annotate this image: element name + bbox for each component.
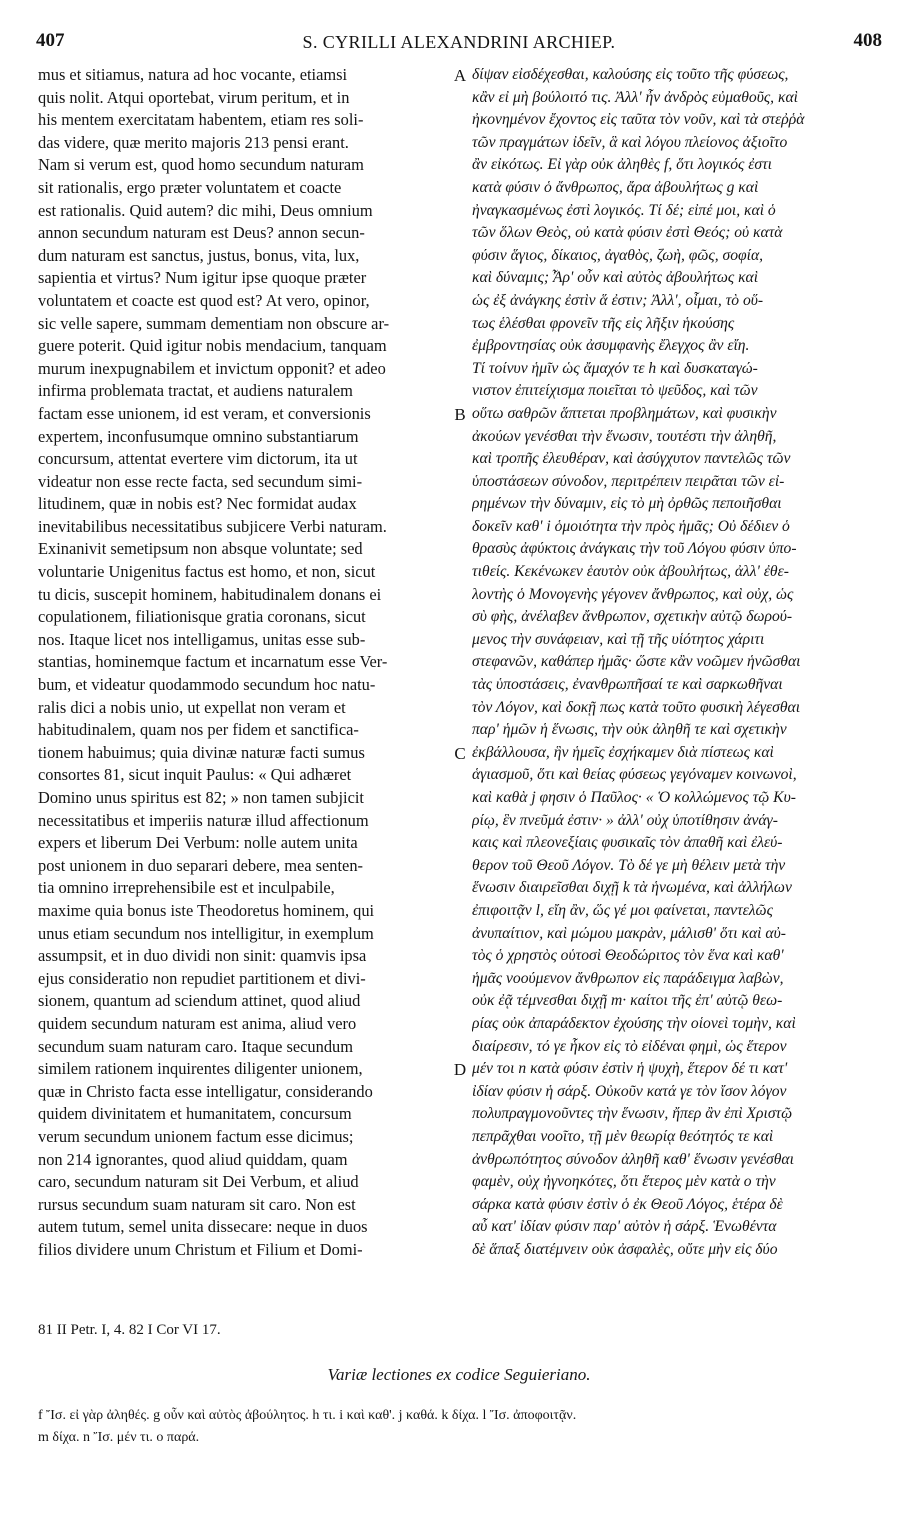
latin-text-line: sapientia et virtus? Num igitur ipse quoque præter [38,268,367,288]
greek-text-line: πεπρᾶχθαι νοοῖτο, τῇ μὲν θεωρίᾳ θεότητός τε καὶ [472,1127,774,1145]
latin-text-line: habitudinalem, quam nos per fidem et sanctifica- [38,720,359,740]
margin-letter-c: C [454,744,466,763]
margin-letter-d: D [453,1060,467,1079]
latin-text-line: mus et sitiamus, natura ad hoc vocante, etiamsi [38,65,348,84]
latin-text-line: verum secundum unionem factum esse dicimus; [38,1126,354,1146]
greek-text-line: θρασὺς ἀφύκτοις ἀνάγκαις τὴν τοῦ Λόγου φύσιν ὑπο- [472,540,797,558]
greek-text-line: τως ἑλέσθαι φρονεῖν τῆς εἰς λῆξιν ἡκούσης [472,314,735,332]
greek-text-line: ρίας οὐκ ἀπαράδεκτον ἐχούσης τὴν οἱονεὶ τομὴν, καὶ [472,1014,796,1032]
greek-text-line: διαίρεσιν, τό γε ἧκον εἰς τὸ εἰδέναι φημὶ, ὡς ἕτερον [472,1037,787,1055]
latin-text-line: sic velle sapere, summam dementiam non obscure ar- [38,313,390,333]
latin-text-line: secundum suam naturam caro. Itaque secundum [38,1036,353,1056]
greek-text-line: παρ' ἡμῶν ἡ ἕνωσις, τὴν οὐκ ἀληθῆ τε καὶ σχετικὴν [472,721,787,739]
greek-text-line: δοκεῖν καθ' i ὁμοιότητα τὴν πρὸς ἡμᾶς; Οὐ δέδιεν ὁ [472,517,790,535]
greek-text-line: ἀκούων γενέσθαι τὴν ἕνωσιν, τουτέστι τὴν ἀληθῆ, [472,427,777,445]
margin-letter-b: B [454,405,466,424]
latin-text-line: similem rationem inquirentes diligenter unionem, [38,1059,363,1079]
greek-text-line: ὑποστάσεων σύνοδον, περιτρέπειν πειρᾶται τῶν εἰ- [472,472,785,490]
greek-text-line: ἠναγκασμένως ἐστὶ λογικός. Τί δέ; εἰπέ μοι, καὶ ὁ [472,201,776,219]
greek-text-line: ἁγιασμοῦ, ὅτι καὶ θείας φύσεως γεγόναμεν κοινωνοὶ, [472,766,797,784]
greek-text-line: ἐπιφοιτᾷν l, εἴη ἂν, ὥς γέ μοι φαίνεται, παντελῶς [472,901,773,919]
greek-text-line: οὐκ ἐᾷ τέμνεσθαι διχῇ m· καίτοι τῆς ἐπ' αὐτῷ θεω- [472,992,783,1010]
latin-text-line: est rationalis. Quid autem? dic mihi, Deus omnium [38,200,373,220]
greek-text-line: τὰς ὑποστάσεις, ἐνανθρωπῆσαί τε καὶ σαρκωθῆναι [472,676,783,694]
latin-text-line: expers et liberum Dei Verbum: nolle autem unita [38,833,358,853]
latin-text-line: his mentem exercitatam habentem, etiam res soli- [38,110,364,130]
greek-text-line: ἀνθρωπότητος σύνοδον ἀληθῆ καθ' ἕνωσιν γενέσθαι [472,1150,794,1168]
latin-text-line: expertem, inconfusumque omnino substantiarum [38,426,359,446]
greek-text-line: τὸν Λόγον, καὶ δοκῇ πως κατὰ τοῦτο φυσικὴ λέγεσθαι [472,698,801,716]
greek-text-line: τῶν ὅλων Θεὸς, οὐ κατὰ φύσιν ἐστὶ Θεός; οὐ κατὰ [472,224,783,242]
greek-text-line: κατὰ φύσιν ὁ ἄνθρωπος, ἄρα ἀβουλήτως g καὶ [472,178,759,196]
latin-text-line: tu dicis, suscepit hominem, habitudinalem donans ei [38,584,382,604]
latin-text-line: stantias, hominemque factum et incarnatum esse Ver- [38,652,388,672]
greek-text-line: τὸς ὁ χρηστὸς οὑτοσὶ Θεοδώριτος τὸν ἕνα καὶ καθ' [472,947,784,965]
latin-text-line: consortes 81, sicut inquit Paulus: « Qui adhæret [38,765,352,785]
latin-text-line: tionem habuimus; quia divinæ naturæ facti sumus [38,742,365,762]
latin-text-line: post unionem in duo separari debere, mea senten- [38,855,363,875]
greek-text-line: ἠκονημένον ἔχοντος εἰς ταῦτα τὸν νοῦν, καὶ τὰ στεῤῥὰ [472,111,805,129]
footnotes: 81 II Petr. I, 4. 82 I Cor VI 17. [38,1322,221,1338]
latin-text-line: dum naturam est sanctus, justus, bonus, vita, lux, [38,245,360,265]
latin-text-line: murum inexpugnabilem et invictum opponit? et adeo [38,358,386,378]
greek-text-line: φαμὲν, οὐχ ἠγνοηκότες, ὅτι ἕτερος μὲν κατὰ o τὴν [472,1173,776,1191]
greek-text-line: στεφανῶν, καθάπερ ἡμᾶς· ὥστε κἂν νοῶμεν ἡνῶσθαι [472,653,801,671]
greek-text-line: ρημένων τὴν δύναμιν, εἰς τὸ μὴ ὀρθῶς πεποιῆσθαι [472,495,782,513]
greek-text-line: ἰδίαν φύσιν ἡ σάρξ. Οὐκοῦν κατά γε τὸν ἴσον λόγον [472,1082,787,1100]
greek-text-line: ρίῳ, ἓν πνεῦμά ἐστιν· » ἀλλ' οὐχ ὑποτίθησιν ἀνάγ- [472,811,778,829]
greek-text-line: θερον τοῦ Θεοῦ Λόγον. Τὸ δέ γε μὴ θέλειν μετὰ τὴν [472,856,786,874]
greek-text-line: ἀνυπαίτιον, καὶ μώμου μακρὰν, μάλισθ' ὅτι καὶ αὐ- [472,924,786,942]
latin-text-line: caro, secundum naturam sit Dei Verbum, et aliud [38,1172,359,1192]
latin-text-line: Domino unus spiritus est 82; » non tamen subjicit [38,788,364,807]
latin-text-line: quis nolit. Atqui oportebat, virum peritum, et in [38,87,350,107]
margin-letter-a: A [453,66,467,85]
greek-text-line: ἐμβροντησίας οὐκ ἀσυμφανὴς ἔλεγχος ἂν εἴη. [472,337,750,355]
latin-text-line: nos. Itaque licet nos intelligamus, unitas esse sub- [38,629,366,649]
greek-text-line: μέν τοι n κατὰ φύσιν ἐστὶν ἡ ψυχὴ, ἕτερον δέ τι κατ' [472,1060,788,1078]
left-page-number: 407 [36,30,65,51]
greek-text-line: λοντὴς ὁ Μονογενὴς γέγονεν ἄνθρωπος, καὶ οὐχ, ὡς [472,585,794,603]
greek-text-line: νιστον ἐπιτείχισμα ποιεῖται τὸ ψεῦδος, καὶ τῶν [472,382,758,400]
greek-text-line: δίψαν εἰσδέχεσθαι, καλούσης εἰς τοῦτο τῆς φύσεως, [472,66,789,83]
variae-lectiones-title: Variæ lectiones ex codice Seguieriano. [327,1365,591,1384]
greek-text-line: αὖ κατ' ἰδίαν φύσιν παρ' αὐτὸν ἡ σάρξ. Ἑνωθέντα [472,1218,777,1236]
greek-text-line: καις καὶ πλεονεξίαις φυσικαῖς τὸν ἀπαθῆ καὶ ἐλεύ- [472,834,783,852]
latin-text-line: guere poterit. Quid igitur nobis mendacium, tanquam [38,336,387,356]
latin-text-line: videatur non esse recte facta, sed secundum simi- [38,471,363,491]
latin-text-line: infirma problemata tractat, et audiens naturalem [38,381,353,401]
greek-text-line: ἕνωσιν διαιρεῖσθαι διχῇ k τὰ ἡνωμένα, καὶ ἀλλήλων [472,879,792,897]
latin-text-line: quidem secundum naturam est anima, aliud vero [38,1013,357,1033]
greek-text-line: πολυπραγμονοῦντες τὴν ἕνωσιν, ἤπερ ἂν ἐπὶ Χριστῷ [472,1105,793,1123]
latin-text-line: voluntarie Unigenitus factus est homo, et non, sicut [38,562,376,582]
greek-text-line: κἂν εἰ μὴ βούλοιτό τις. Ἀλλ' ἦν ἀνδρὸς εὐμαθοῦς, καὶ [472,88,798,106]
latin-text-line: filios dividere unum Christum et Filium et Domi- [38,1239,363,1259]
greek-text-line: οὕτω σαθρῶν ἅπτεται προβλημάτων, καὶ φυσικὴν [472,404,777,422]
greek-text-line: ἡμᾶς νοούμενον ἄνθρωπον εἰς παράδειγμα λαβὼν, [472,969,784,987]
latin-text-line: unus etiam secundum nos intelligitur, in exemplum [38,923,374,943]
latin-text-line: concursum, attentat evertere vim dictorum, ita ut [38,449,358,469]
greek-text-line: Τί τοίνυν ἡμῖν ὡς ἄμαχόν τε h καὶ δυσκαταγώ- [472,359,758,377]
greek-text-line: καὶ τροπῆς ἐλευθέραν, καὶ ἀσύγχυτον παντελῶς τῶν [472,450,791,468]
greek-text-line: τιθείς. Κεκένωκεν ἑαυτὸν οὐκ ἀβουλήτως, ἀλλ' ἐθε- [472,563,789,581]
latin-text-line: litudinem, quæ in nobis est? Nec formidat audax [38,494,357,514]
latin-text-line: tia omnino irreprehensibile est et inculpabile, [38,878,335,898]
latin-text-line: Nam si verum est, quod homo secundum naturam [38,155,364,175]
latin-text-line: non 214 ignorantes, quod aliud quiddam, quam [38,1149,348,1169]
greek-text-line: σάρκα κατὰ φύσιν ἐστὶν ὁ ἐκ Θεοῦ Λόγος, ἑτέρα δὲ [472,1195,783,1213]
latin-text-line: inevitabilibus necessitatibus subjicere Verbi naturam. [38,516,387,536]
greek-text-line: καὶ καθὰ j φησιν ὁ Παῦλος· « Ὁ κολλώμενος τῷ Κυ- [472,789,796,806]
latin-text-line: sionem, quantum ad sciendum attinet, quod aliud [38,991,361,1011]
latin-text-line: ejus consideratio non repudiet partitionem et divi- [38,968,366,988]
latin-text-line: maxime quia bonus iste Theodoretus hominem, qui [38,900,375,920]
greek-text-line: σὺ φὴς, ἀνέλαβεν ἄνθρωπον, σχετικὴν αὐτῷ δωρού- [472,608,793,626]
greek-text-line: καὶ δύναμις; Ἆρ' οὖν καὶ αὐτὸς ἀβουλήτως καὶ [472,269,759,287]
latin-column [38,64,450,1316]
greek-text-line: φύσιν ἅγιος, δίκαιος, ἀγαθὸς, ζωὴ, φῶς, σοφία, [472,246,764,264]
latin-text-line: necessitatibus et imperiis naturæ illud affectionum [38,810,369,830]
latin-text-line: rursus secundum suam naturam sit caro. Non est [38,1194,356,1214]
greek-text-line: ἐκβάλλουσα, ἣν ἡμεῖς ἐσχήκαμεν διὰ πίστεως καὶ [472,743,774,761]
greek-text-line: τῶν πραγμάτων ἰδεῖν, ἃ καὶ λόγου πλείονος ἀξιοῖτο [472,133,788,151]
latin-text-line: voluntatem et coacte est quod est? At vero, opinor, [38,290,370,310]
latin-text-line: ralis dici a nobis unio, ut expellat non veram et [38,697,346,717]
latin-text-line: copulationem, filiationisque gratia coronans, sicut [38,607,366,627]
variant-reading-line: f Ἴσ. εἰ γὰρ ἀληθές. g οὖν καὶ αὐτὸς ἀβούλητος. h τι. i καὶ καθ'. j καθά. k δίχα. l Ἴσ. ἀποφοιτᾷν. [38,1408,577,1423]
latin-text-line: quæ in Christo facta esse intelligatur, considerando [38,1081,373,1101]
greek-column [472,64,884,1316]
variae-lectiones [38,1405,888,1449]
latin-text-line: das videre, quæ merito majoris 213 pensi erant. [38,132,349,152]
latin-text-line: Exinanivit semetipsum non absque voluntate; sed [38,539,363,559]
right-page-number: 408 [853,30,882,51]
greek-text-line: ὡς ἐξ ἀνάγκης ἐστὶν ἅ ἐστιν; Ἀλλ', οἶμαι, τὸ οὕ- [472,291,764,309]
latin-text-line: autem tutum, semel unita dissecare: neque in duos [38,1217,368,1237]
variant-reading-line: m δίχα. n Ἴσ. μέν τι. o παρά. [38,1430,200,1445]
greek-text-line: μενος τὴν συνάφειαν, καὶ τῇ τῆς υἱότητος χάριτι [472,630,765,648]
page-header [36,30,882,58]
latin-text-line: annon secundum naturam est Deus? annon secun- [38,223,365,243]
latin-text-line: factam esse unionem, id est veram, et conversionis [38,403,371,423]
latin-text-line: quidem divinitatem et humanitatem, concursum [38,1104,352,1124]
latin-text-line: assumpsit, et in duo dividi non sinit: quamvis ipsa [38,946,367,966]
greek-text-line: ἂν εἰκότως. Εἰ γὰρ οὐκ ἀληθὲς f, ὅτι λογικός ἐστι [472,156,773,174]
latin-text-line: sit rationalis, ergo præter voluntatem et coacte [38,177,342,197]
greek-text-line: δὲ ἅπαξ διατέμνειν οὐκ ἀσφαλὲς, οὔτε μὴν εἰς δύο [472,1240,778,1258]
latin-text-line: bum, et videatur quodammodo secundum hoc natu- [38,675,376,695]
running-title: S. CYRILLI ALEXANDRINI ARCHIEP. [302,32,616,52]
